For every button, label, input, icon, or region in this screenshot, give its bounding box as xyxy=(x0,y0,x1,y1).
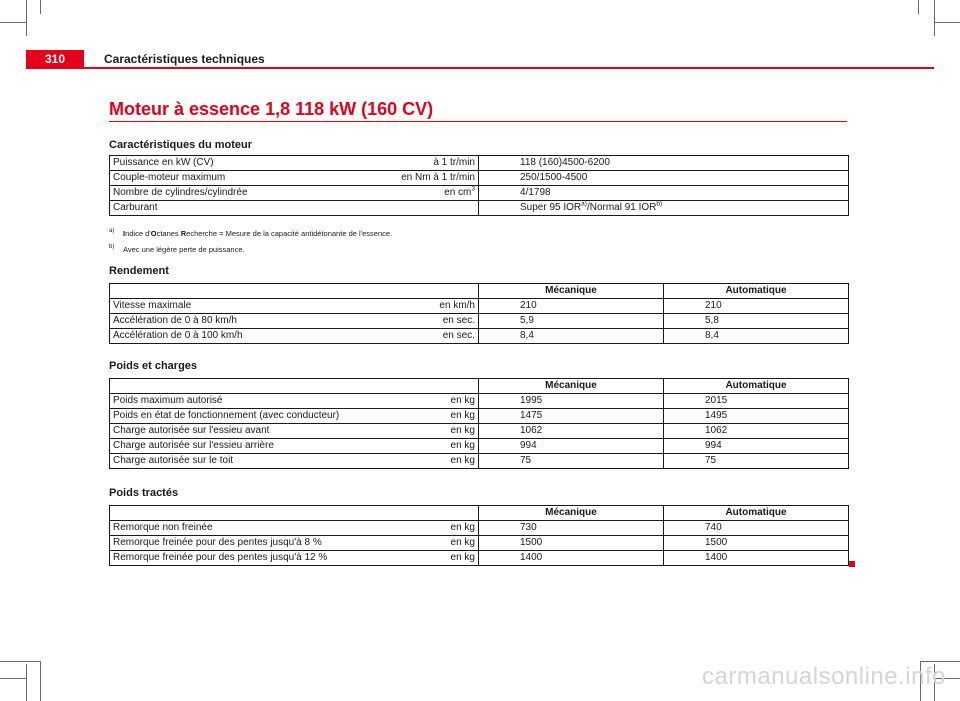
fuel-primary: Super 95 IOR xyxy=(520,202,582,213)
unit-cell: en Nm à 1 tr/min xyxy=(353,171,479,186)
param-cell: Remorque non freinée xyxy=(110,521,353,536)
footnotes xyxy=(109,228,392,260)
towing-table xyxy=(109,505,849,566)
page-number: 310 xyxy=(26,50,84,68)
table-row xyxy=(110,536,849,551)
table-header-row xyxy=(110,284,849,299)
column-header-manual: Mécanique xyxy=(479,284,664,299)
fuel-alternate: /Normal 91 IOR xyxy=(586,202,657,213)
unit-cell: en sec. xyxy=(353,314,479,329)
unit-cell: en kg xyxy=(353,551,479,566)
table-row xyxy=(110,454,849,469)
manual-value: 210 xyxy=(479,299,664,314)
param-cell: Vitesse maximale xyxy=(110,299,353,314)
performance-section-title: Rendement xyxy=(109,265,169,277)
footnote-mark: a) xyxy=(109,228,115,234)
param-cell: Poids en état de fonctionnement (avec conducteur) xyxy=(110,409,353,424)
unit-cell: en kg xyxy=(353,409,479,424)
title-rule xyxy=(109,121,847,122)
unit-superscript: 3 xyxy=(471,185,475,193)
table-row xyxy=(110,551,849,566)
value-cell: 250/1500-4500 xyxy=(479,171,849,186)
auto-value: 210 xyxy=(664,299,849,314)
unit-cell xyxy=(353,201,479,216)
unit-cell: en km/h xyxy=(353,299,479,314)
manual-value: 1062 xyxy=(479,424,664,439)
auto-value: 5,8 xyxy=(664,314,849,329)
manual-value: 75 xyxy=(479,454,664,469)
crop-mark xyxy=(920,661,960,662)
table-row xyxy=(110,186,849,201)
column-header-auto: Automatique xyxy=(664,379,849,394)
crop-mark xyxy=(0,22,26,23)
weights-table xyxy=(109,378,849,469)
footnote-bold: R xyxy=(180,229,187,238)
table-row xyxy=(110,394,849,409)
crop-mark xyxy=(918,0,919,14)
footnote-a xyxy=(109,228,392,239)
footnote-text xyxy=(123,228,392,239)
auto-value: 75 xyxy=(664,454,849,469)
header-blank xyxy=(353,506,479,521)
param-cell: Couple-moteur maximum xyxy=(110,171,353,186)
param-cell: Poids maximum autorisé xyxy=(110,394,353,409)
header-rule xyxy=(26,67,934,69)
unit-cell: en kg xyxy=(353,521,479,536)
param-cell: Accélération de 0 à 100 km/h xyxy=(110,329,353,344)
unit-cell: en kg xyxy=(353,536,479,551)
unit-cell: en kg xyxy=(353,424,479,439)
table-header-row xyxy=(110,379,849,394)
table-row xyxy=(110,201,849,216)
table-row xyxy=(110,156,849,171)
manual-value: 5,9 xyxy=(479,314,664,329)
column-header-manual: Mécanique xyxy=(479,379,664,394)
table-row xyxy=(110,299,849,314)
page-title: Moteur à essence 1,8 118 kW (160 CV) xyxy=(109,99,434,119)
header-blank xyxy=(110,379,353,394)
header-blank xyxy=(353,284,479,299)
param-cell: Puissance en kW (CV) xyxy=(110,156,353,171)
footnote-part: ctanes xyxy=(156,229,181,238)
table-row xyxy=(110,409,849,424)
crop-mark xyxy=(0,678,26,679)
column-header-manual: Mécanique xyxy=(479,506,664,521)
unit-cell: en kg xyxy=(353,439,479,454)
footnote-part: echerche = Mesure de la capacité antidétonante de l'essence. xyxy=(186,229,393,238)
header-blank xyxy=(110,284,353,299)
footnote-ref: b) xyxy=(656,200,663,208)
performance-table xyxy=(109,283,849,344)
engine-table xyxy=(109,155,849,216)
column-header-auto: Automatique xyxy=(664,506,849,521)
param-cell: Charge autorisée sur l'essieu arrière xyxy=(110,439,353,454)
unit-cell: en kg xyxy=(353,454,479,469)
manual-value: 1400 xyxy=(479,551,664,566)
auto-value: 8,4 xyxy=(664,329,849,344)
engine-section-title: Caractéristiques du moteur xyxy=(109,139,253,151)
towing-section-title: Poids tractés xyxy=(109,487,179,499)
crop-mark xyxy=(26,664,27,701)
table-row xyxy=(110,171,849,186)
crop-mark xyxy=(40,661,41,701)
footnote-b xyxy=(109,244,392,255)
auto-value: 1400 xyxy=(664,551,849,566)
column-header-auto: Automatique xyxy=(664,284,849,299)
crop-mark xyxy=(0,661,40,662)
footnote-text: Avec une légère perte de puissance. xyxy=(123,245,245,254)
manual-value: 994 xyxy=(479,439,664,454)
crop-mark xyxy=(26,0,27,36)
value-cell: 118 (160)4500-6200 xyxy=(479,156,849,171)
auto-value: 2015 xyxy=(664,394,849,409)
unit-cell: en sec. xyxy=(353,329,479,344)
unit-cell xyxy=(353,186,479,201)
table-header-row xyxy=(110,506,849,521)
unit-text: en cm xyxy=(444,187,472,198)
manual-value: 1995 xyxy=(479,394,664,409)
weights-section-title: Poids et charges xyxy=(109,360,198,372)
param-cell: Remorque freinée pour des pentes jusqu'à 12 % xyxy=(110,551,353,566)
footnote-mark: b) xyxy=(109,244,115,250)
table-row xyxy=(110,329,849,344)
end-of-section-marker-icon xyxy=(849,561,855,567)
crop-mark xyxy=(934,22,960,23)
running-header: Caractéristiques techniques xyxy=(104,52,265,66)
unit-cell: à 1 tr/min xyxy=(353,156,479,171)
manual-value: 1475 xyxy=(479,409,664,424)
table-row xyxy=(110,439,849,454)
watermark: carmanualsonline.info xyxy=(702,663,946,690)
table-row xyxy=(110,314,849,329)
param-cell: Remorque freinée pour des pentes jusqu'à 8 % xyxy=(110,536,353,551)
manual-value: 730 xyxy=(479,521,664,536)
crop-mark xyxy=(934,0,935,36)
auto-value: 740 xyxy=(664,521,849,536)
footnote-bold: I xyxy=(123,229,126,238)
footnote-ref: a) xyxy=(581,200,587,208)
table-row xyxy=(110,521,849,536)
param-cell: Nombre de cylindres/cylindrée xyxy=(110,186,353,201)
param-cell: Accélération de 0 à 80 km/h xyxy=(110,314,353,329)
auto-value: 1062 xyxy=(664,424,849,439)
auto-value: 994 xyxy=(664,439,849,454)
header-blank xyxy=(353,379,479,394)
param-cell: Charge autorisée sur le toit xyxy=(110,454,353,469)
footnote-part: ndice d' xyxy=(125,229,151,238)
header-blank xyxy=(110,506,353,521)
table-row xyxy=(110,424,849,439)
footnote-bold: O xyxy=(150,229,157,238)
auto-value: 1500 xyxy=(664,536,849,551)
param-cell: Charge autorisée sur l'essieu avant xyxy=(110,424,353,439)
manual-value: 1500 xyxy=(479,536,664,551)
crop-mark xyxy=(40,0,41,14)
value-cell xyxy=(479,201,849,216)
unit-cell: en kg xyxy=(353,394,479,409)
auto-value: 1495 xyxy=(664,409,849,424)
value-cell: 4/1798 xyxy=(479,186,849,201)
param-cell: Carburant xyxy=(110,201,353,216)
manual-value: 8,4 xyxy=(479,329,664,344)
